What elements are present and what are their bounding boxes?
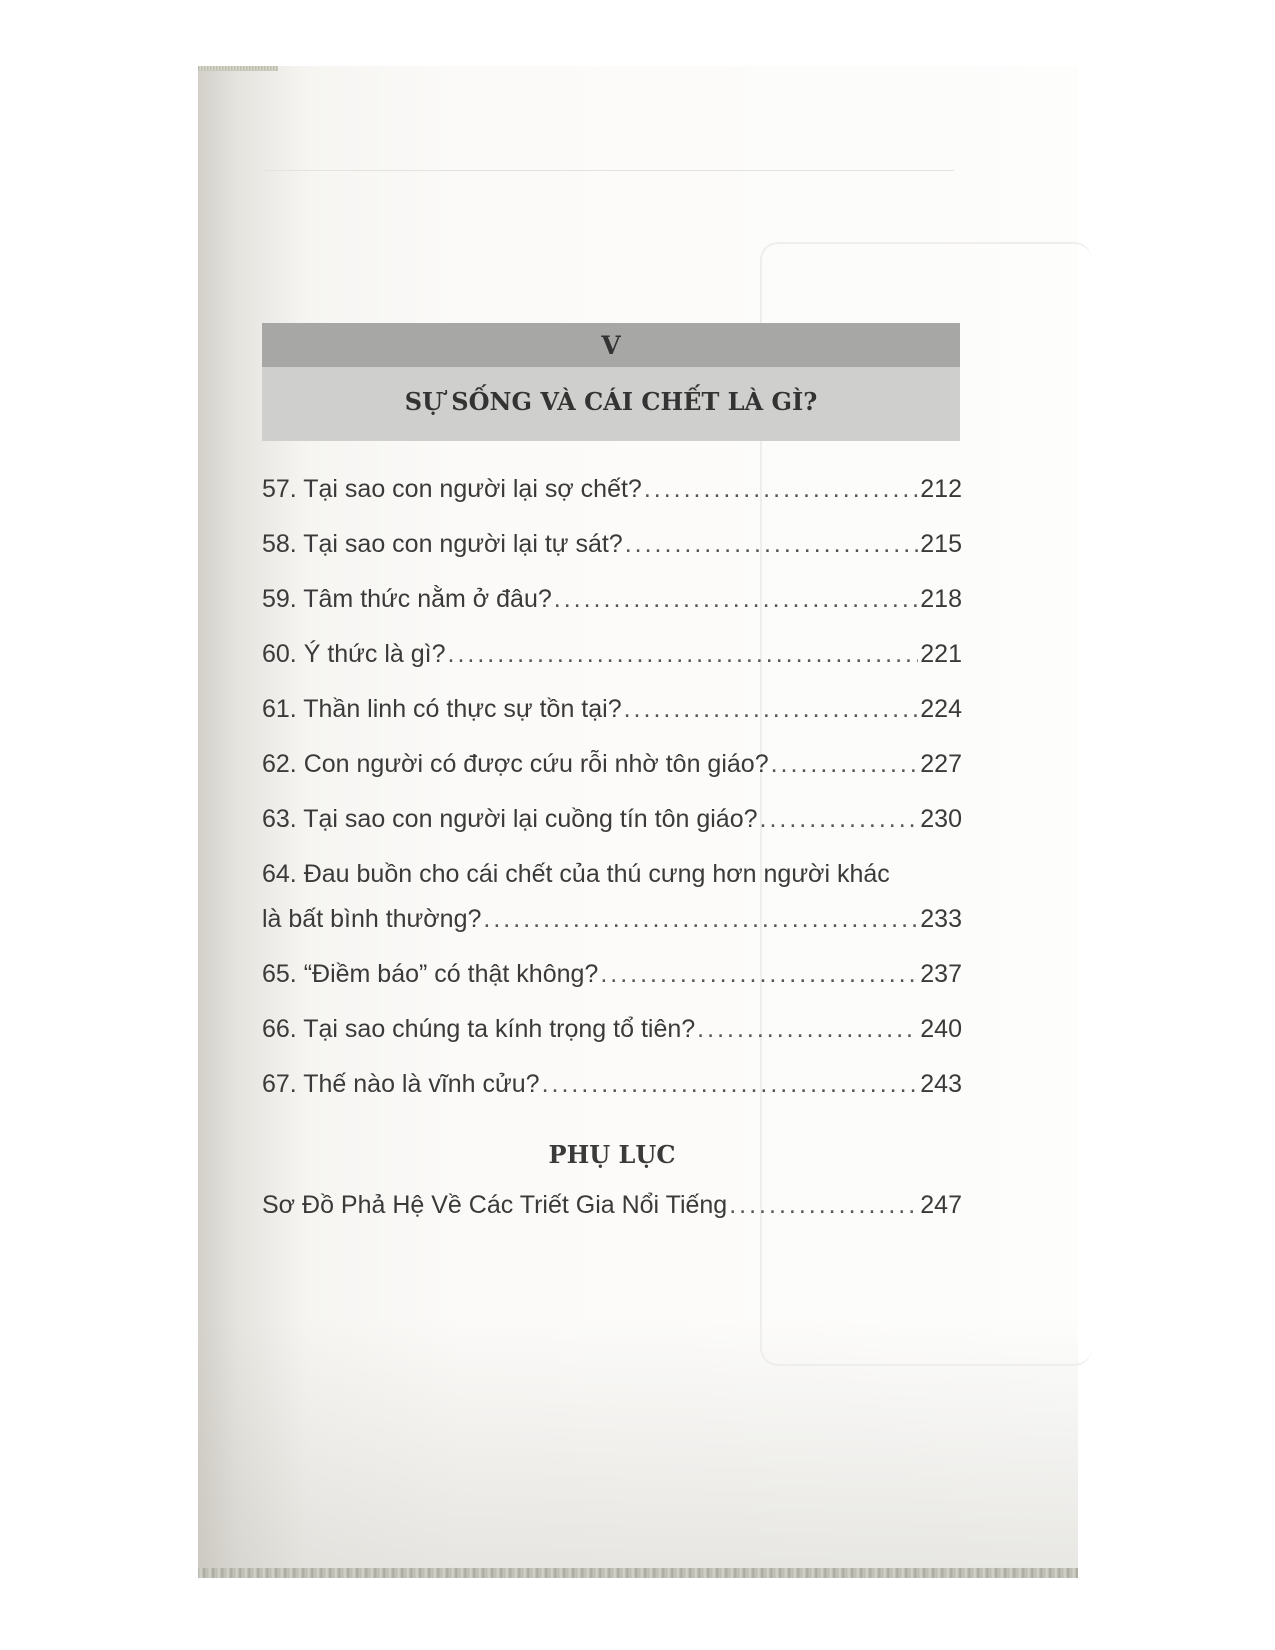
toc-entry-page: 230 bbox=[920, 805, 962, 833]
toc-entry-title: 65. “Điềm báo” có thật không? bbox=[262, 960, 599, 988]
toc-entry-multiline[interactable] bbox=[262, 857, 962, 936]
dot-leader bbox=[600, 957, 918, 991]
toc-entry-second-line bbox=[262, 902, 962, 936]
toc-entry-page: 240 bbox=[920, 1015, 962, 1043]
toc-entry-page: 215 bbox=[920, 530, 962, 558]
toc-entry-title: 62. Con người có được cứu rỗi nhờ tôn giáo? bbox=[262, 750, 769, 778]
toc-entry-title-line1: 64. Đau buồn cho cái chết của thú cưng hơn người khác bbox=[262, 860, 890, 888]
toc-entry[interactable] bbox=[262, 802, 962, 857]
toc-entry-title: 58. Tại sao con người lại tự sát? bbox=[262, 530, 623, 558]
toc-entry-page: 221 bbox=[920, 640, 962, 668]
toc-entry-page: 227 bbox=[920, 750, 962, 778]
toc-entry[interactable] bbox=[262, 692, 962, 747]
toc-entry[interactable] bbox=[262, 747, 962, 802]
toc-entry-page: 233 bbox=[920, 905, 962, 933]
dot-leader bbox=[644, 472, 918, 506]
table-of-contents bbox=[262, 472, 962, 1122]
bleed-through-header-line bbox=[264, 170, 954, 171]
toc-entry-title: 63. Tại sao con người lại cuồng tín tôn giáo? bbox=[262, 805, 758, 833]
toc-entry-page: 212 bbox=[920, 475, 962, 503]
appendix-heading: PHỤ LỤC bbox=[548, 1140, 676, 1169]
dot-leader bbox=[760, 802, 919, 836]
toc-entry[interactable] bbox=[262, 1012, 962, 1067]
toc-entry-title: 57. Tại sao con người lại sợ chết? bbox=[262, 475, 642, 503]
dot-leader bbox=[697, 1012, 918, 1046]
toc-entry[interactable] bbox=[262, 582, 962, 637]
dot-leader bbox=[624, 692, 919, 726]
book-cover-edge-bottom bbox=[198, 1568, 1078, 1578]
dot-leader bbox=[771, 747, 919, 781]
appendix-entry[interactable] bbox=[262, 1188, 962, 1243]
toc-entry[interactable] bbox=[262, 1067, 962, 1122]
dot-leader bbox=[554, 582, 919, 616]
dot-leader bbox=[729, 1188, 918, 1222]
dot-leader bbox=[483, 902, 918, 936]
toc-entry[interactable] bbox=[262, 472, 962, 527]
dot-leader bbox=[625, 527, 919, 561]
toc-entry-page: 237 bbox=[920, 960, 962, 988]
toc-entry[interactable] bbox=[262, 527, 962, 582]
toc-entry-page: 218 bbox=[920, 585, 962, 613]
section-number: V bbox=[601, 331, 621, 360]
toc-entry-title: 60. Ý thức là gì? bbox=[262, 640, 446, 668]
toc-entry-page: 224 bbox=[920, 695, 962, 723]
section-title: SỰ SỐNG VÀ CÁI CHẾT LÀ GÌ? bbox=[404, 387, 818, 416]
toc-entry-title: 66. Tại sao chúng ta kính trọng tổ tiên? bbox=[262, 1015, 696, 1043]
book-cover-edge bbox=[198, 66, 278, 71]
toc-entry-page: 243 bbox=[920, 1070, 962, 1098]
toc-entry[interactable] bbox=[262, 637, 962, 692]
toc-entry-title: 61. Thần linh có thực sự tồn tại? bbox=[262, 695, 622, 723]
toc-entry-title-line2: là bất bình thường? bbox=[262, 905, 482, 933]
appendix-entry-page: 247 bbox=[920, 1191, 962, 1219]
dot-leader bbox=[542, 1067, 919, 1101]
toc-entry-title: 67. Thế nào là vĩnh cửu? bbox=[262, 1070, 540, 1098]
appendix-entry-title: Sơ Đồ Phả Hệ Về Các Triết Gia Nổi Tiếng bbox=[262, 1191, 728, 1219]
toc-entry[interactable] bbox=[262, 957, 962, 1012]
toc-entry-title: 59. Tâm thức nằm ở đâu? bbox=[262, 585, 552, 613]
dot-leader bbox=[448, 637, 919, 671]
